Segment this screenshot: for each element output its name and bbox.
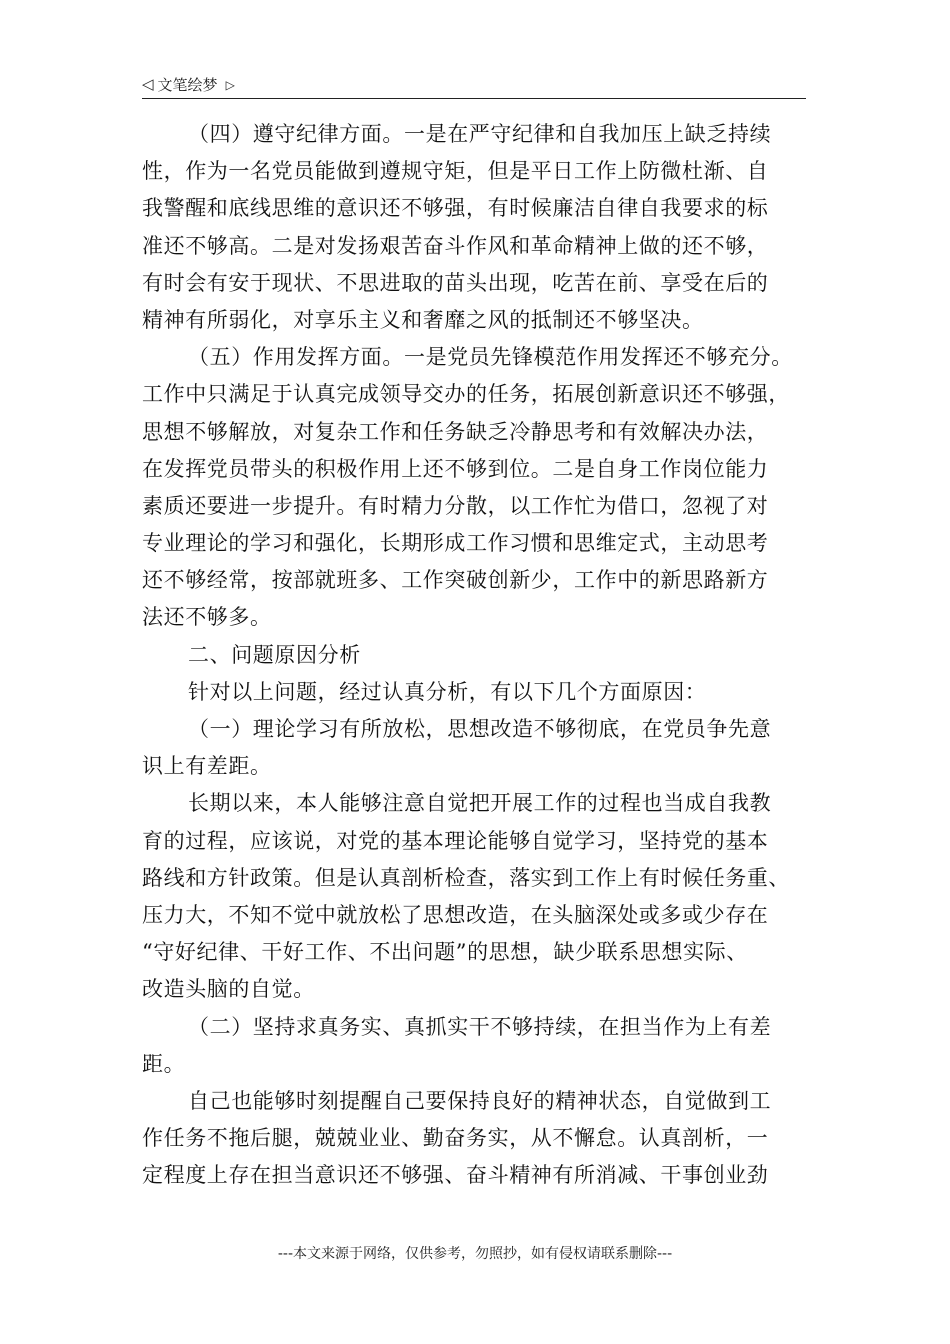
text-line: 性，作为一名党员能做到遵规守矩，但是平日工作上防微杜渐、自 <box>142 159 769 184</box>
text-line: 还不够经常，按部就班多、工作突破创新少，工作中的新思路新方 <box>142 568 769 593</box>
brand <box>142 74 235 95</box>
left-triangle-icon: ◁ <box>142 75 154 93</box>
text-line: 精神有所弱化，对享乐主义和奢靡之风的抵制还不够坚决。 <box>142 307 704 332</box>
text-line: 定程度上存在担当意识还不够强、奋斗精神有所消减、干事创业劲 <box>142 1163 769 1188</box>
text-line: 在发挥党员带头的积极作用上还不够到位。二是自身工作岗位能力 <box>142 456 769 481</box>
text-line: 改造头脑的自觉。 <box>142 977 315 1002</box>
text-line: 法还不够多。 <box>142 605 272 630</box>
text-line: 作任务不拖后腿，兢兢业业、勤奋务实，从不懈怠。认真剖析，一 <box>142 1126 769 1151</box>
text-line: 专业理论的学习和强化，长期形成工作习惯和思维定式，主动思考 <box>142 531 769 556</box>
text-line: （五）作用发挥方面。一是党员先锋模范作用发挥还不够充分。 <box>188 345 793 370</box>
text-line: （四）遵守纪律方面。一是在严守纪律和自我加压上缺乏持续 <box>188 122 772 146</box>
text-line: 准还不够高。二是对发扬艰苦奋斗作风和革命精神上做的还不够， <box>142 233 769 258</box>
footer-note: ---本文来源于网络，仅供参考，勿照抄，如有侵权请联系删除--- <box>277 1246 673 1262</box>
right-triangle-icon: ▷ <box>225 77 235 92</box>
page-header <box>142 70 806 99</box>
text-line: 素质还要进一步提升。有时精力分散，以工作忙为借口，忽视了对 <box>142 493 769 518</box>
brand-label: 文笔绘梦 <box>157 76 218 94</box>
text-line: 我警醒和底线思维的意识还不够强，有时候廉洁自律自我要求的标 <box>142 196 769 221</box>
text-line: （一）理论学习有所放松，思想改造不够彻底，在党员争先意 <box>188 717 772 741</box>
text-line: 压力大，不知不觉中就放松了思想改造，在头脑深处或多或少存在 <box>142 902 769 927</box>
text-line: 育的过程，应该说，对党的基本理论能够自觉学习，坚持党的基本 <box>142 828 769 853</box>
text-line: 长期以来，本人能够注意自觉把开展工作的过程也当成自我教 <box>188 791 772 816</box>
text-line: “守好纪律、干好工作、不出问题”的思想，缺少联系思想实际、 <box>142 940 748 965</box>
text-line: （二）坚持求真务实、真抓实干不够持续，在担当作为上有差 <box>188 1014 772 1039</box>
text-line: 自己也能够时刻提醒自己要保持良好的精神状态，自觉做到工 <box>188 1088 772 1113</box>
text-line: 路线和方针政策。但是认真剖析检查，落实到工作上有时候任务重、 <box>142 865 790 890</box>
text-line: 有时会有安于现状、不思进取的苗头出现，吃苦在前、享受在后的 <box>142 270 769 295</box>
text-line: 二、问题原因分析 <box>188 642 361 667</box>
text-line: 识上有差距。 <box>142 754 272 779</box>
text-line: 思想不够解放，对复杂工作和任务缺乏冷静思考和有效解决办法， <box>142 419 769 444</box>
text-line: 针对以上问题，经过认真分析，有以下几个方面原因： <box>188 679 707 704</box>
text-line: 工作中只满足于认真完成领导交办的任务，拓展创新意识还不够强， <box>142 382 790 407</box>
document-body <box>142 116 806 1194</box>
text-line: 距。 <box>142 1051 186 1076</box>
